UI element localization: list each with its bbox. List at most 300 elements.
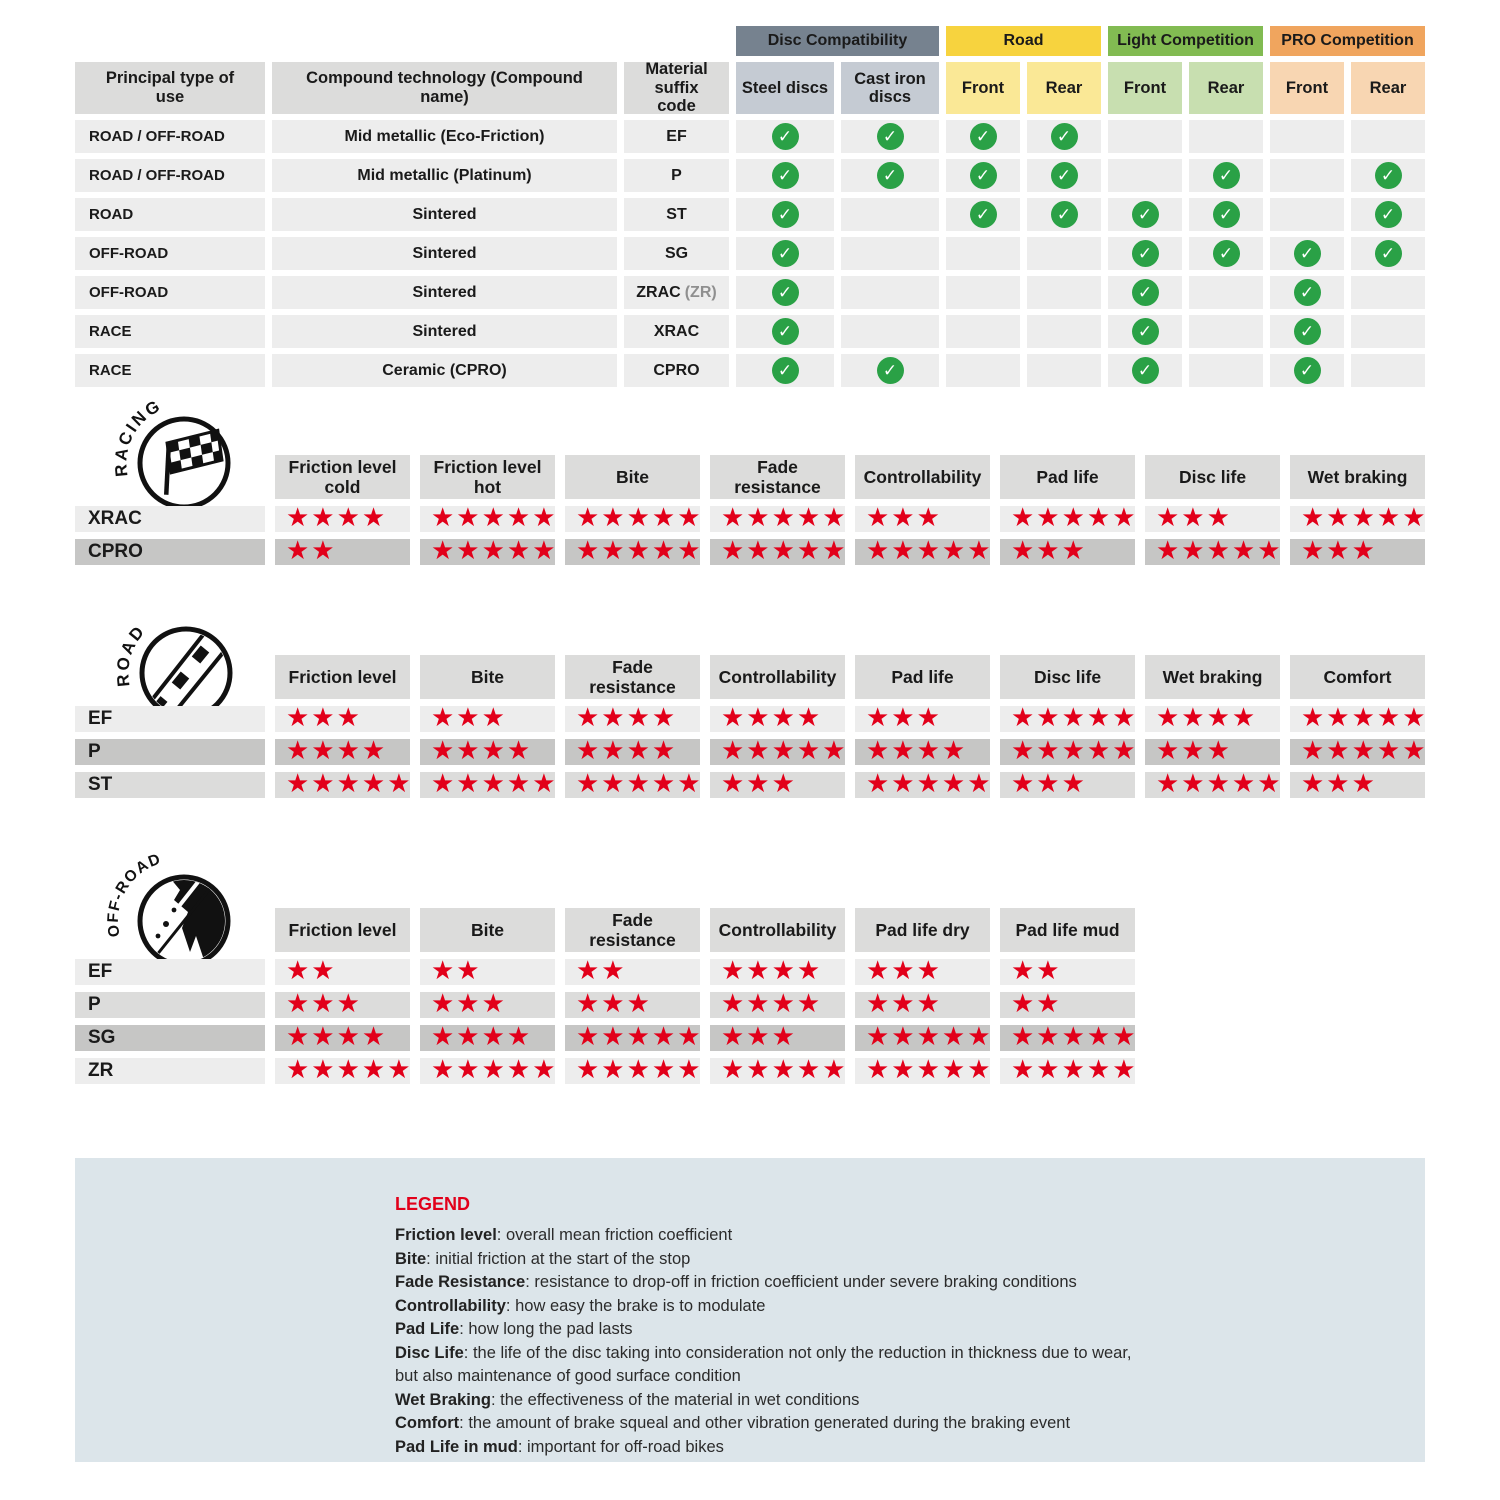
star-rating-cell xyxy=(420,503,558,534)
star-rating-cell xyxy=(1000,1022,1138,1053)
empty-cell xyxy=(1351,354,1425,387)
star-rating: ★★★★ xyxy=(431,736,533,767)
star-rating-cell xyxy=(565,503,703,534)
rating-column-header: Controllability xyxy=(710,908,845,952)
suffix-cell xyxy=(624,159,729,192)
rating-column-header: Bite xyxy=(420,908,555,952)
empty-cell xyxy=(1027,237,1101,270)
sub-header: Rear xyxy=(1351,62,1425,114)
star-rating-cell xyxy=(275,956,410,987)
star-rating-cell xyxy=(565,703,700,734)
star-rating: ★★★ xyxy=(431,989,507,1020)
star-rating-cell xyxy=(275,1055,413,1086)
check-cell xyxy=(736,120,834,153)
compound-cell: Mid metallic (Eco-Friction) xyxy=(272,120,617,153)
star-rating: ★★★ xyxy=(1011,536,1087,567)
star-rating: ★★★ xyxy=(721,1022,797,1053)
check-cell xyxy=(841,354,939,387)
check-icon: ✓ xyxy=(970,162,997,189)
compound-row-label: XRAC xyxy=(75,506,265,532)
legend-desc: : how easy the brake is to modulate xyxy=(505,1296,766,1315)
rating-column-header: Fade resistance xyxy=(565,655,700,699)
legend-term: Disc Life xyxy=(395,1343,464,1362)
legend-title: LEGEND xyxy=(395,1194,471,1214)
star-rating: ★★ xyxy=(286,536,337,567)
empty-cell xyxy=(1270,198,1344,231)
legend-desc: but also maintenance of good surface condition xyxy=(395,1367,741,1385)
legend-desc: : the life of the disc taking into consideration not only the reduction in thickness due to wear, xyxy=(463,1343,1132,1362)
check-cell xyxy=(736,159,834,192)
star-rating: ★★★ xyxy=(286,703,362,734)
star-rating-cell xyxy=(1290,703,1428,734)
sub-header: Front xyxy=(1108,62,1182,114)
star-rating: ★★★ xyxy=(866,989,942,1020)
empty-cell xyxy=(1270,159,1344,192)
star-rating-cell xyxy=(1000,736,1138,767)
star-rating-cell xyxy=(710,536,848,567)
star-rating: ★★★★★ xyxy=(431,503,558,534)
check-cell xyxy=(946,159,1020,192)
check-cell xyxy=(1108,315,1182,348)
star-rating-cell xyxy=(1000,703,1138,734)
star-rating-cell xyxy=(565,989,700,1020)
check-cell xyxy=(736,237,834,270)
star-rating-cell xyxy=(420,769,558,800)
star-rating: ★★★★ xyxy=(286,1022,388,1053)
star-rating-cell xyxy=(275,736,410,767)
sub-header: Rear xyxy=(1189,62,1263,114)
use-cell: RACE xyxy=(75,354,265,387)
star-rating-cell xyxy=(855,989,990,1020)
suffix-code: EF xyxy=(666,127,687,145)
empty-cell xyxy=(1027,354,1101,387)
star-rating-cell xyxy=(275,536,410,567)
star-rating: ★★★★★ xyxy=(1011,1022,1138,1053)
legend-desc: : the effectiveness of the material in wet conditions xyxy=(490,1390,860,1409)
check-cell xyxy=(736,315,834,348)
check-cell xyxy=(1270,237,1344,270)
check-icon: ✓ xyxy=(877,162,904,189)
star-rating: ★★★★★ xyxy=(866,536,993,567)
star-rating: ★★★★★ xyxy=(866,1022,993,1053)
empty-cell xyxy=(1189,315,1263,348)
check-icon: ✓ xyxy=(772,162,799,189)
compatibility-table xyxy=(75,26,1425,387)
empty-cell xyxy=(946,237,1020,270)
star-rating: ★★★★ xyxy=(866,736,968,767)
star-rating-cell xyxy=(565,956,700,987)
star-rating: ★★★★★ xyxy=(1156,769,1283,800)
star-rating: ★★★★★ xyxy=(866,1055,993,1086)
suffix-note: (ZR) xyxy=(684,283,717,301)
rating-column-header: Disc life xyxy=(1145,455,1280,499)
star-rating-cell xyxy=(1000,503,1138,534)
check-cell xyxy=(1108,354,1182,387)
star-rating-cell xyxy=(1145,736,1280,767)
star-rating: ★★★★ xyxy=(721,703,823,734)
rating-column-header: Friction level xyxy=(275,908,410,952)
star-rating-cell xyxy=(1290,536,1425,567)
check-cell xyxy=(841,159,939,192)
rating-column-header: Fade resistance xyxy=(710,455,845,499)
star-rating-cell xyxy=(855,1055,993,1086)
suffix-cell xyxy=(624,120,729,153)
sub-header: Rear xyxy=(1027,62,1101,114)
rating-column-header: Bite xyxy=(565,455,700,499)
suffix-code: SG xyxy=(664,244,689,262)
empty-cell xyxy=(841,237,939,270)
legend-term: Friction level xyxy=(395,1226,497,1244)
star-rating-cell xyxy=(420,536,558,567)
star-rating: ★★★★★ xyxy=(576,503,703,534)
check-icon: ✓ xyxy=(1213,240,1240,267)
check-icon: ✓ xyxy=(1294,318,1321,345)
empty-cell xyxy=(1351,120,1425,153)
check-icon: ✓ xyxy=(772,123,799,150)
star-rating-cell xyxy=(420,956,555,987)
star-rating-cell xyxy=(1000,769,1135,800)
star-rating-cell xyxy=(710,736,848,767)
svg-text:ROAD: ROAD xyxy=(113,621,150,688)
star-table-road xyxy=(75,655,1428,800)
suffix-cell xyxy=(624,315,729,348)
check-icon: ✓ xyxy=(1213,201,1240,228)
check-cell xyxy=(1270,276,1344,309)
star-rating-cell xyxy=(710,989,845,1020)
suffix-code: CPRO xyxy=(653,361,700,379)
star-rating-cell xyxy=(420,703,555,734)
rating-column-header: Bite xyxy=(420,655,555,699)
rating-column-header: Pad life dry xyxy=(855,908,990,952)
rating-column-header: Pad life xyxy=(855,655,990,699)
legend-item xyxy=(395,1295,1385,1319)
empty-cell xyxy=(1189,276,1263,309)
legend-term: Comfort xyxy=(395,1414,460,1432)
star-rating-cell xyxy=(275,989,410,1020)
star-rating: ★★★★ xyxy=(1156,703,1258,734)
svg-text:OFF-ROAD: OFF-ROAD xyxy=(104,852,164,939)
use-cell: ROAD / OFF-ROAD xyxy=(75,120,265,153)
legend-term: Bite xyxy=(395,1249,427,1268)
star-table-offroad xyxy=(75,908,1138,1086)
star-rating: ★★★ xyxy=(286,989,362,1020)
star-rating-cell xyxy=(710,769,845,800)
star-rating-cell xyxy=(1000,989,1135,1020)
check-icon: ✓ xyxy=(1132,279,1159,306)
legend-desc: : important for off-road bikes xyxy=(517,1437,724,1456)
star-rating: ★★★★★ xyxy=(1301,736,1428,767)
compound-cell: Ceramic (CPRO) xyxy=(272,354,617,387)
star-rating: ★★★ xyxy=(866,956,942,987)
star-rating: ★★★★ xyxy=(721,956,823,987)
star-rating: ★★★★★ xyxy=(1011,736,1138,767)
star-rating: ★★★★★ xyxy=(431,536,558,567)
star-rating: ★★★★★ xyxy=(1301,503,1428,534)
check-icon: ✓ xyxy=(1213,162,1240,189)
legend-panel xyxy=(75,1158,1425,1462)
star-rating-cell xyxy=(420,1055,558,1086)
star-rating: ★★★ xyxy=(1011,769,1087,800)
empty-cell xyxy=(841,276,939,309)
empty-cell xyxy=(1270,120,1344,153)
compound-row-label: P xyxy=(75,992,265,1018)
empty-cell xyxy=(1351,315,1425,348)
check-icon: ✓ xyxy=(772,240,799,267)
check-icon: ✓ xyxy=(1294,279,1321,306)
compound-row-label: EF xyxy=(75,706,265,732)
use-cell: OFF-ROAD xyxy=(75,276,265,309)
check-icon: ✓ xyxy=(772,357,799,384)
check-cell xyxy=(1027,198,1101,231)
compound-row-label: ST xyxy=(75,772,265,798)
rating-column-header: Friction level cold xyxy=(275,455,410,499)
check-icon: ✓ xyxy=(1051,162,1078,189)
check-icon: ✓ xyxy=(1051,201,1078,228)
empty-cell xyxy=(1108,159,1182,192)
legend-item xyxy=(395,1412,1385,1436)
legend-item xyxy=(395,1342,1385,1366)
suffix-code: XRAC xyxy=(653,322,700,340)
rating-column-header: Friction level hot xyxy=(420,455,555,499)
empty-cell xyxy=(841,315,939,348)
check-icon: ✓ xyxy=(1294,357,1321,384)
check-cell xyxy=(1270,315,1344,348)
legend-item xyxy=(395,1248,1385,1272)
star-rating: ★★★★★ xyxy=(721,736,848,767)
suffix-code: ST xyxy=(666,205,687,223)
check-cell xyxy=(1108,237,1182,270)
legend-desc: : overall mean friction coefficient xyxy=(496,1226,733,1244)
compound-row-label: SG xyxy=(75,1025,265,1051)
check-cell xyxy=(1189,159,1263,192)
star-rating: ★★★★ xyxy=(721,989,823,1020)
check-icon: ✓ xyxy=(772,279,799,306)
column-header-suffix: Material suffix code xyxy=(624,62,729,114)
star-rating: ★★★★★ xyxy=(1156,536,1283,567)
star-rating-cell xyxy=(710,1022,845,1053)
star-rating-cell xyxy=(565,1055,703,1086)
star-rating-cell xyxy=(275,703,410,734)
rating-column-header: Wet braking xyxy=(1145,655,1280,699)
sub-header: Cast iron discs xyxy=(841,62,939,114)
star-rating: ★★★★★ xyxy=(576,1055,703,1086)
legend-item xyxy=(395,1365,1385,1389)
check-icon: ✓ xyxy=(772,318,799,345)
check-icon: ✓ xyxy=(1294,240,1321,267)
star-rating: ★★★ xyxy=(721,769,797,800)
legend-desc: : resistance to drop-off in friction coefficient under severe braking conditions xyxy=(525,1273,1077,1291)
star-rating-cell xyxy=(275,503,410,534)
legend-desc: : how long the pad lasts xyxy=(459,1320,633,1338)
compound-row-label: EF xyxy=(75,959,265,985)
star-rating: ★★★★ xyxy=(286,503,388,534)
empty-cell xyxy=(946,315,1020,348)
suffix-cell xyxy=(624,354,729,387)
star-rating: ★★★★★ xyxy=(431,1055,558,1086)
compound-row-label: CPRO xyxy=(75,539,265,565)
star-rating: ★★★★★ xyxy=(1301,703,1428,734)
compound-row-label: ZR xyxy=(75,1058,265,1084)
star-rating: ★★★ xyxy=(1301,536,1377,567)
star-rating-cell xyxy=(420,989,555,1020)
check-cell xyxy=(1108,198,1182,231)
star-rating-cell xyxy=(855,536,993,567)
suffix-cell xyxy=(624,198,729,231)
star-rating: ★★ xyxy=(1011,956,1062,987)
star-rating-cell xyxy=(855,736,990,767)
legend-term: Pad Life in mud xyxy=(395,1437,518,1456)
star-rating: ★★★★★ xyxy=(721,536,848,567)
check-icon: ✓ xyxy=(970,201,997,228)
check-cell xyxy=(1189,198,1263,231)
star-rating: ★★ xyxy=(1011,989,1062,1020)
rating-column-header: Pad life mud xyxy=(1000,908,1135,952)
empty-cell xyxy=(946,276,1020,309)
star-rating-cell xyxy=(855,769,993,800)
star-rating-cell xyxy=(1145,703,1280,734)
star-rating: ★★★ xyxy=(866,503,942,534)
legend-item xyxy=(395,1389,1385,1413)
column-header-use: Principal type of use xyxy=(75,62,265,114)
star-rating: ★★★★★ xyxy=(576,1022,703,1053)
star-rating-cell xyxy=(710,1055,848,1086)
legend-desc: : initial friction at the start of the stop xyxy=(426,1249,691,1268)
rating-column-header: Controllability xyxy=(710,655,845,699)
star-rating: ★★★★ xyxy=(431,1022,533,1053)
use-cell: ROAD / OFF-ROAD xyxy=(75,159,265,192)
group-header-3: PRO Competition xyxy=(1270,26,1425,56)
check-icon: ✓ xyxy=(1375,240,1402,267)
star-rating: ★★ xyxy=(431,956,482,987)
star-rating: ★★★★★ xyxy=(1011,503,1138,534)
legend-term: Fade Resistance xyxy=(395,1273,526,1291)
rating-column-header: Friction level xyxy=(275,655,410,699)
star-rating-cell xyxy=(710,703,845,734)
star-rating: ★★ xyxy=(576,956,627,987)
star-rating-cell xyxy=(855,503,990,534)
empty-cell xyxy=(1351,276,1425,309)
legend-desc: : the amount of brake squeal and other vibration generated during the braking event xyxy=(459,1414,1071,1432)
legend-item xyxy=(395,1436,1385,1460)
compound-cell: Sintered xyxy=(272,315,617,348)
star-rating: ★★★★★ xyxy=(1011,703,1138,734)
star-rating: ★★★★★ xyxy=(721,503,848,534)
star-table-corner xyxy=(75,655,265,699)
star-rating-cell xyxy=(1145,536,1283,567)
group-header-0: Disc Compatibility xyxy=(736,26,939,56)
rating-column-header: Controllability xyxy=(855,455,990,499)
check-cell xyxy=(736,198,834,231)
rating-column-header: Comfort xyxy=(1290,655,1425,699)
suffix-code: P xyxy=(671,166,682,184)
star-rating: ★★★★★ xyxy=(576,536,703,567)
empty-cell xyxy=(1027,315,1101,348)
legend-term: Controllability xyxy=(395,1296,506,1315)
check-cell xyxy=(1351,237,1425,270)
rating-column-header: Fade resistance xyxy=(565,908,700,952)
sub-header: Front xyxy=(946,62,1020,114)
column-header-compound: Compound technology (Compound name) xyxy=(272,62,617,114)
use-cell: RACE xyxy=(75,315,265,348)
star-rating: ★★★ xyxy=(1301,769,1377,800)
check-icon: ✓ xyxy=(1375,162,1402,189)
star-rating: ★★★★★ xyxy=(286,1055,413,1086)
group-header-2: Light Competition xyxy=(1108,26,1263,56)
star-rating-cell xyxy=(1290,736,1428,767)
check-cell xyxy=(1027,120,1101,153)
empty-cell xyxy=(1108,120,1182,153)
check-icon: ✓ xyxy=(1132,357,1159,384)
star-table-racing xyxy=(75,455,1428,567)
star-rating: ★★★ xyxy=(1156,736,1232,767)
star-rating-cell xyxy=(1290,503,1428,534)
star-rating-cell xyxy=(1145,503,1280,534)
compound-cell: Sintered xyxy=(272,198,617,231)
check-icon: ✓ xyxy=(1051,123,1078,150)
check-cell xyxy=(1189,237,1263,270)
rating-column-header: Wet braking xyxy=(1290,455,1425,499)
star-rating-cell xyxy=(420,1022,555,1053)
empty-cell xyxy=(1027,276,1101,309)
legend-item xyxy=(395,1224,1385,1248)
star-rating: ★★ xyxy=(286,956,337,987)
star-rating-cell xyxy=(1000,956,1135,987)
star-rating-cell xyxy=(1000,536,1135,567)
check-icon: ✓ xyxy=(1375,201,1402,228)
check-cell xyxy=(1351,198,1425,231)
suffix-code: ZRAC xyxy=(636,283,681,301)
check-cell xyxy=(1108,276,1182,309)
check-cell xyxy=(1270,354,1344,387)
check-cell xyxy=(736,354,834,387)
star-rating-cell xyxy=(855,703,990,734)
legend-item xyxy=(395,1318,1385,1342)
use-cell: OFF-ROAD xyxy=(75,237,265,270)
star-rating: ★★★★ xyxy=(576,703,678,734)
check-cell xyxy=(841,120,939,153)
star-rating-cell xyxy=(710,503,848,534)
star-rating: ★★★ xyxy=(431,703,507,734)
star-rating-cell xyxy=(855,1022,993,1053)
star-rating-cell xyxy=(275,1022,410,1053)
star-rating: ★★★★ xyxy=(576,736,678,767)
star-rating-cell xyxy=(565,1022,703,1053)
star-rating-cell xyxy=(855,956,990,987)
suffix-cell xyxy=(624,276,729,309)
star-rating: ★★★★★ xyxy=(431,769,558,800)
compound-cell: Sintered xyxy=(272,237,617,270)
star-rating-cell xyxy=(565,536,703,567)
check-icon: ✓ xyxy=(1132,201,1159,228)
check-cell xyxy=(736,276,834,309)
sub-header: Front xyxy=(1270,62,1344,114)
check-icon: ✓ xyxy=(1132,240,1159,267)
star-rating: ★★★★★ xyxy=(286,769,413,800)
empty-cell xyxy=(841,198,939,231)
star-rating: ★★★★★ xyxy=(866,769,993,800)
star-rating-cell xyxy=(1000,1055,1138,1086)
sub-header: Steel discs xyxy=(736,62,834,114)
check-icon: ✓ xyxy=(772,201,799,228)
check-cell xyxy=(1027,159,1101,192)
rating-column-header: Disc life xyxy=(1000,655,1135,699)
star-rating: ★★★ xyxy=(576,989,652,1020)
check-cell xyxy=(946,120,1020,153)
star-rating: ★★★ xyxy=(1156,503,1232,534)
star-rating-cell xyxy=(565,769,703,800)
check-icon: ✓ xyxy=(1132,318,1159,345)
star-rating-cell xyxy=(420,736,555,767)
